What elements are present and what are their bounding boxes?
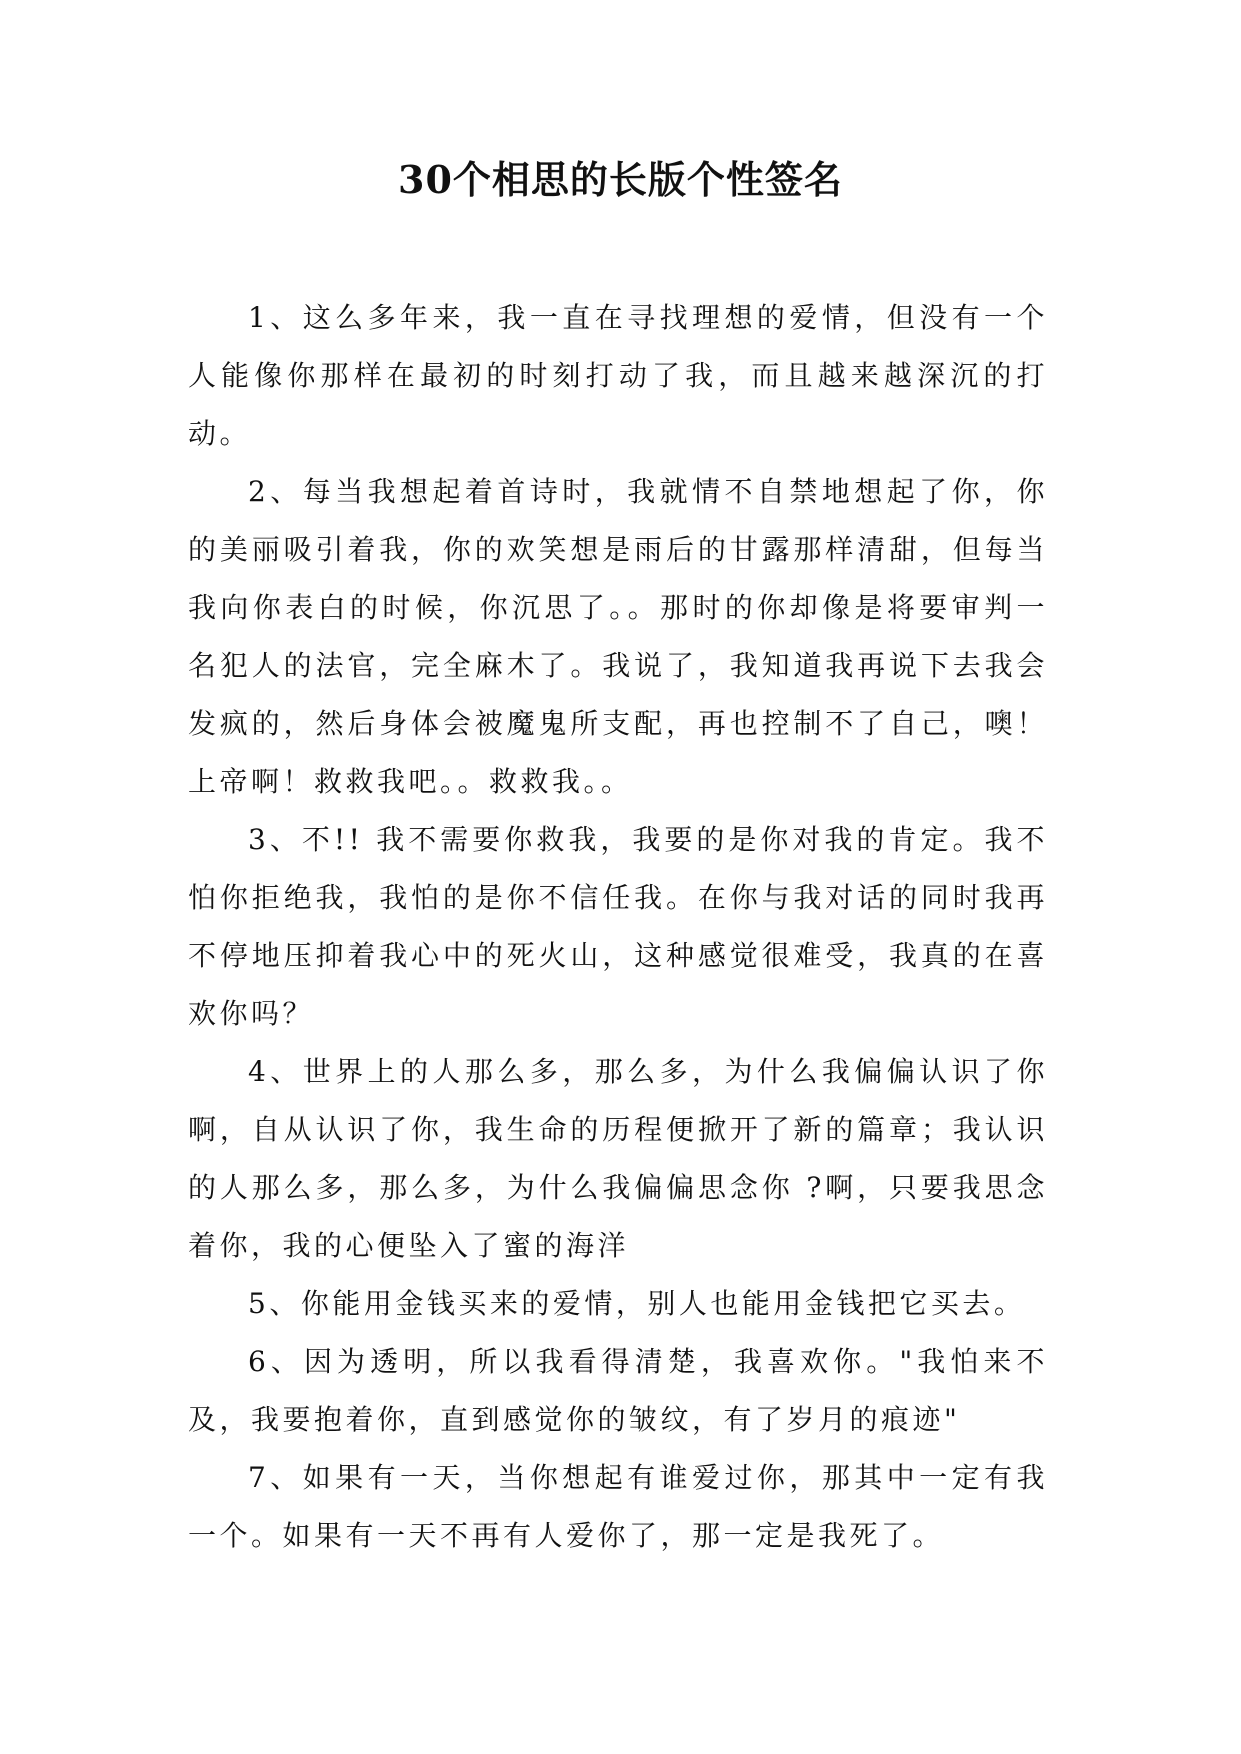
paragraph-1: 1、这么多年来，我一直在寻找理想的爱情，但没有一个人能像你那样在最初的时刻打动了我，而且越来越深沉的打动。 xyxy=(188,301,1048,450)
paragraph-3: 3、不!! 我不需要你救我，我要的是你对我的肯定。我不怕你拒绝我，我怕的是你不信任我。在你与我对话的同时我再不停地压抑着我心中的死火山，这种感觉很难受，我真的在喜欢你吗？ xyxy=(188,823,1048,1030)
paragraph-5: 5、你能用金钱买来的爱情，别人也能用金钱把它买去。 xyxy=(248,1287,1026,1320)
paragraph-6: 6、因为透明，所以我看得清楚，我喜欢你。"我怕来不及，我要抱着你，直到感觉你的皱纹，有了岁月的痕迹" xyxy=(188,1345,1048,1436)
paragraph-2: 2、每当我想起着首诗时，我就情不自禁地想起了你，你的美丽吸引着我，你的欢笑想是雨后的甘露那样清甜，但每当我向你表白的时候，你沉思了。。那时的你却像是将要审判一名犯人的法官，完全麻木了。我说了，我知道我再说下去我会发疯的，然后身体会被魔鬼所支配，再也控制不了自己，噢！上帝啊！救救我吧。。救救我。。 xyxy=(188,475,1048,798)
paragraph-7: 7、如果有一天，当你想起有谁爱过你，那其中一定有我一个。如果有一天不再有人爱你了，那一定是我死了。 xyxy=(188,1461,1048,1552)
paragraph-4: 4、世界上的人那么多，那么多，为什么我偏偏认识了你啊，自从认识了你，我生命的历程便掀开了新的篇章；我认识的人那么多，那么多，为什么我偏偏思念你 ?啊，只要我思念着你，我的心便坠入了蜜的海洋 xyxy=(188,1055,1048,1262)
document-body xyxy=(188,289,1048,1565)
document-title: 30个相思的长版个性签名 xyxy=(398,157,843,202)
